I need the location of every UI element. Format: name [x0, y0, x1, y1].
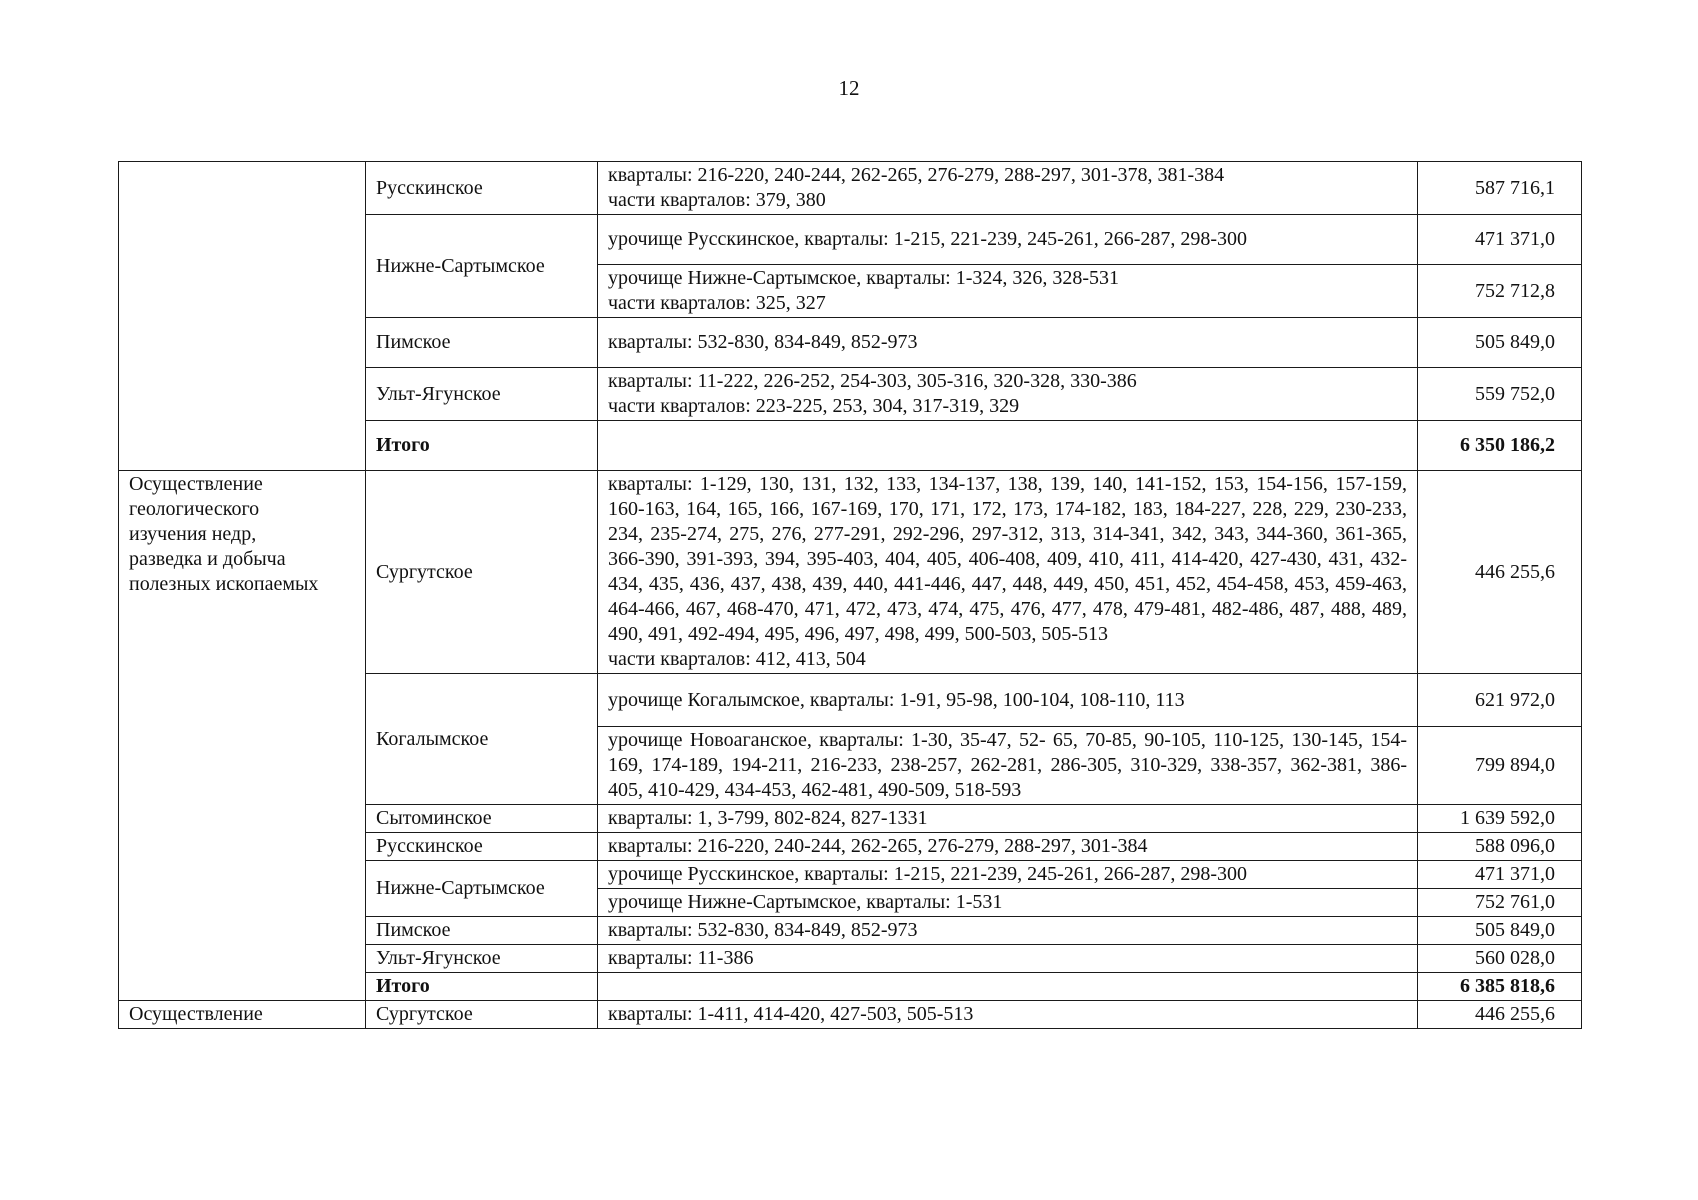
- table-row: [119, 1001, 1582, 1029]
- area-cell: 471 371,0: [1418, 861, 1582, 889]
- purpose-cell: Осуществление геологического изучения недр, разведка и добыча полезных ископаемых: [119, 471, 366, 1001]
- total-area: 6 350 186,2: [1418, 421, 1582, 471]
- purpose-cell: Осуществление: [119, 1001, 366, 1029]
- page-number: 12: [838, 76, 860, 100]
- forestry-cell: Ульт-Ягунское: [366, 945, 598, 973]
- quarters-cell: кварталы: 1-411, 414-420, 427-503, 505-513: [598, 1001, 1418, 1029]
- quarters-cell: урочище Нижне-Сартымское, кварталы: 1-531: [598, 889, 1418, 917]
- quarters-parts: части кварталов: 412, 413, 504: [608, 648, 866, 670]
- forestry-cell: Русскинское: [366, 162, 598, 215]
- purpose-cell: [119, 162, 366, 471]
- quarters-cell: [598, 421, 1418, 471]
- area-cell: 588 096,0: [1418, 833, 1582, 861]
- quarters-cell: кварталы: 216-220, 240-244, 262-265, 276-279, 288-297, 301-384: [598, 833, 1418, 861]
- area-cell: 471 371,0: [1418, 215, 1582, 265]
- quarters-cell: кварталы: 532-830, 834-849, 852-973: [598, 917, 1418, 945]
- forestry-cell: Сургутское: [366, 471, 598, 674]
- forestry-cell: Сытоминское: [366, 805, 598, 833]
- area-cell: 559 752,0: [1418, 368, 1582, 421]
- quarters-cell: урочище Когалымское, кварталы: 1-91, 95-98, 100-104, 108-110, 113: [598, 674, 1418, 727]
- table-row: [119, 162, 1582, 215]
- quarters-cell: урочище Русскинское, кварталы: 1-215, 221-239, 245-261, 266-287, 298-300: [598, 215, 1418, 265]
- forestry-cell: Когалымское: [366, 674, 598, 805]
- area-cell: 446 255,6: [1418, 1001, 1582, 1029]
- quarters-cell: кварталы: 532-830, 834-849, 852-973: [598, 318, 1418, 368]
- quarters-cell: [598, 471, 1418, 674]
- quarters-list: кварталы: 1-129, 130, 131, 132, 133, 134-137, 138, 139, 140, 141-152, 153, 154-156, 157-159, 160-163, 164, 165, 166, 167-169, 170, 171, 172, 173, 174-182, 183, 184-227, 228, 229, 230-233, 234, 235-274, 275, 276, 277-291, 292-296, 297-312, 313, 314-341, 342, 343, 344-360, 361-365, 366-390, 391-393, 394, 395-403, 404, 405, 406-408, 409, 410, 411, 414-420, 427-430, 431, 432-434, 435, 436, 437, 438, 439, 440, 441-446, 447, 448, 449, 450, 451, 452, 454-458, 453, 459-463, 464-466, 467, 468-470, 471, 472, 473, 474, 475, 476, 477, 478, 479-481, 482-486, 487, 488, 489, 490, 491, 492-494, 495, 496, 497, 498, 499, 500-503, 505-513: [608, 473, 1407, 645]
- area-cell: 752 712,8: [1418, 265, 1582, 318]
- area-cell: 446 255,6: [1418, 471, 1582, 674]
- quarters-cell: кварталы: 11-222, 226-252, 254-303, 305-316, 320-328, 330-386 части кварталов: 223-225, 253, 304, 317-319, 329: [598, 368, 1418, 421]
- area-cell: 560 028,0: [1418, 945, 1582, 973]
- forestry-cell: Пимское: [366, 318, 598, 368]
- quarters-cell: кварталы: 11-386: [598, 945, 1418, 973]
- area-cell: 587 716,1: [1418, 162, 1582, 215]
- forestry-cell: Русскинское: [366, 833, 598, 861]
- quarters-cell: урочище Нижне-Сартымское, кварталы: 1-324, 326, 328-531 части кварталов: 325, 327: [598, 265, 1418, 318]
- area-cell: 621 972,0: [1418, 674, 1582, 727]
- forestry-cell: Нижне-Сартымское: [366, 861, 598, 917]
- forestry-cell: Нижне-Сартымское: [366, 215, 598, 318]
- area-cell: 752 761,0: [1418, 889, 1582, 917]
- area-cell: 505 849,0: [1418, 318, 1582, 368]
- total-label: Итого: [366, 421, 598, 471]
- forestry-cell: Сургутское: [366, 1001, 598, 1029]
- quarters-cell: кварталы: 1, 3-799, 802-824, 827-1331: [598, 805, 1418, 833]
- total-label: Итого: [366, 973, 598, 1001]
- quarters-cell: кварталы: 216-220, 240-244, 262-265, 276-279, 288-297, 301-378, 381-384 части кварталов: 379, 380: [598, 162, 1418, 215]
- quarters-cell: урочище Новоаганское, кварталы: 1-30, 35-47, 52- 65, 70-85, 90-105, 110-125, 130-145, 154-169, 174-189, 194-211, 216-233, 238-257, 262-281, 286-305, 310-329, 338-357, 362-381, 386-405, 410-429, 434-453, 462-481, 490-509, 518-593: [598, 727, 1418, 805]
- area-cell: 799 894,0: [1418, 727, 1582, 805]
- area-cell: 1 639 592,0: [1418, 805, 1582, 833]
- area-cell: 505 849,0: [1418, 917, 1582, 945]
- total-area: 6 385 818,6: [1418, 973, 1582, 1001]
- table-row: [119, 471, 1582, 674]
- forestry-cell: Ульт-Ягунское: [366, 368, 598, 421]
- quarters-cell: [598, 973, 1418, 1001]
- quarters-cell: урочище Русскинское, кварталы: 1-215, 221-239, 245-261, 266-287, 298-300: [598, 861, 1418, 889]
- forestry-cell: Пимское: [366, 917, 598, 945]
- forest-quarters-table: [118, 161, 1582, 1029]
